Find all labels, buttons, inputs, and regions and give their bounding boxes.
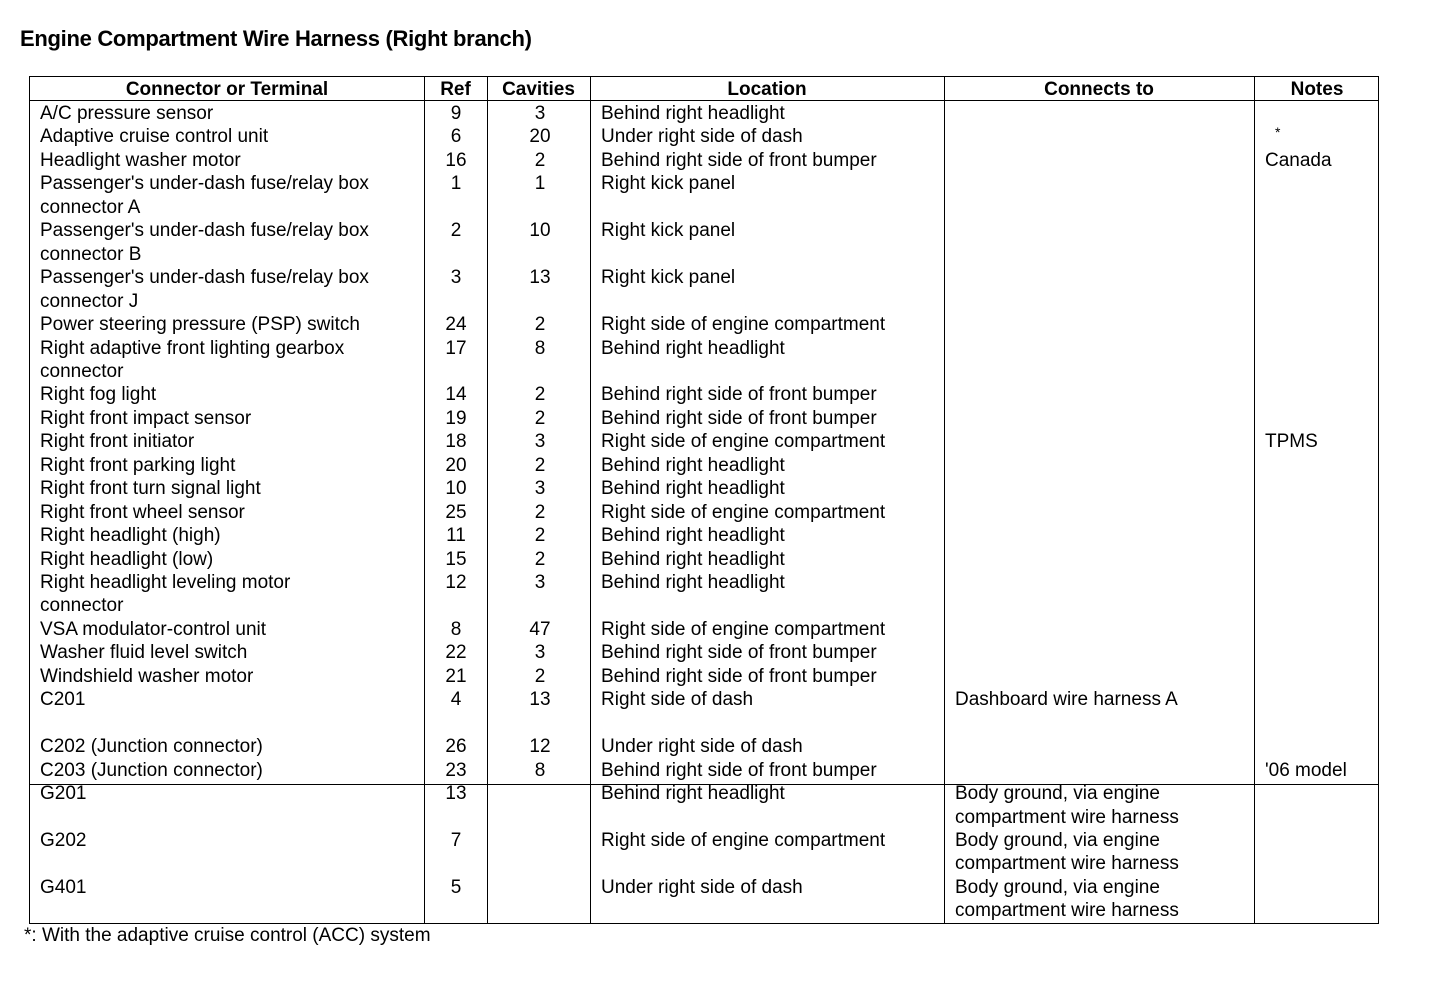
cell-ref: 16: [445, 149, 467, 171]
table-row: [30, 665, 1380, 688]
cell-cavities: 2: [534, 407, 546, 429]
cell-cavities: 10: [529, 220, 551, 242]
cell-cavities: 2: [534, 384, 546, 406]
cell-ref: 17: [445, 337, 467, 359]
header-location: Location: [727, 79, 807, 100]
cell-cavities: 3: [534, 572, 546, 593]
header-connector: Connector or Terminal: [125, 79, 329, 100]
cell-connects-to: compartment wire harness: [955, 900, 1179, 922]
cell-cavities: 2: [534, 454, 546, 476]
cell-connector: Adaptive cruise control unit: [40, 126, 269, 148]
cell-location: Behind right side of front bumper: [601, 407, 877, 429]
cell-ref: 5: [450, 876, 462, 898]
cell-ref: 9: [450, 103, 462, 124]
cell-connector: Right front impact sensor: [40, 407, 252, 429]
table-row: [30, 219, 1380, 242]
header-cavities: Cavities: [502, 79, 575, 100]
cell-connector: connector: [40, 595, 124, 617]
cell-cavities: 20: [529, 126, 551, 148]
cell-connector: Passenger's under-dash fuse/relay box: [40, 173, 369, 195]
cell-connector: C203 (Junction connector): [40, 759, 263, 781]
cell-location: Right side of engine compartment: [601, 829, 886, 851]
table-row: [30, 454, 1380, 477]
cell-connector: Right fog light: [40, 384, 157, 406]
cell-connector: connector J: [40, 290, 139, 312]
cell-location: Behind right headlight: [601, 337, 785, 359]
cell-location: Behind right headlight: [601, 103, 785, 124]
cell-connects-to: compartment wire harness: [955, 853, 1179, 875]
cell-cavities: 13: [529, 689, 551, 711]
table-row: [30, 571, 1380, 594]
cell-location: Behind right side of front bumper: [601, 665, 877, 687]
cell-notes: TPMS: [1265, 431, 1318, 453]
table-row: [30, 876, 1380, 899]
cell-notes: '06 model: [1265, 759, 1347, 781]
cell-ref: 12: [445, 572, 467, 593]
cell-connects-to: Body ground, via engine: [955, 783, 1160, 805]
cell-cavities: 13: [529, 267, 551, 289]
table-row: [30, 313, 1380, 336]
cell-connector: VSA modulator-control unit: [40, 618, 267, 640]
table-row: [30, 501, 1380, 524]
cell-connector: Right front wheel sensor: [40, 501, 245, 523]
table-row: [30, 852, 1380, 875]
table-row: [30, 102, 1380, 125]
cell-cavities: 3: [534, 642, 546, 664]
cell-cavities: 3: [534, 103, 546, 124]
table-row: [30, 688, 1380, 711]
cell-connector: connector A: [40, 196, 141, 218]
cell-connector: Right front parking light: [40, 454, 236, 476]
table-row: [30, 806, 1380, 829]
cell-ref: 8: [450, 618, 462, 640]
cell-ref: 4: [450, 689, 462, 711]
cell-ref: 14: [445, 384, 467, 406]
cell-ref: 1: [450, 173, 462, 195]
cell-connector: Right front initiator: [40, 431, 195, 453]
cell-location: Right side of engine compartment: [601, 314, 886, 336]
cell-cavities: 1: [534, 173, 546, 195]
cell-connector: Passenger's under-dash fuse/relay box: [40, 267, 369, 289]
cell-location: Behind right headlight: [601, 478, 785, 500]
cell-ref: 3: [450, 267, 462, 289]
cell-location: Right kick panel: [601, 173, 736, 195]
cell-location: Behind right headlight: [601, 454, 785, 476]
cell-connector: C201: [40, 689, 86, 711]
cell-connector: connector: [40, 360, 124, 382]
header-ref: Ref: [440, 79, 471, 100]
cell-ref: 22: [445, 642, 467, 664]
cell-ref: 21: [445, 665, 467, 687]
table-row: [30, 641, 1380, 664]
table-row: [30, 712, 1380, 735]
cell-location: Under right side of dash: [601, 876, 803, 898]
table-row: [30, 477, 1380, 500]
cell-cavities: 47: [529, 618, 551, 640]
table-row: [30, 407, 1380, 430]
page-title: Engine Compartment Wire Harness (Right branch): [20, 26, 532, 51]
cell-ref: 20: [445, 454, 467, 476]
cell-location: Behind right side of front bumper: [601, 384, 877, 406]
cell-connector: Right headlight (low): [40, 548, 214, 570]
table-row: [30, 383, 1380, 406]
cell-ref: 18: [445, 431, 467, 453]
cell-connector: A/C pressure sensor: [40, 103, 214, 124]
cell-cavities: 2: [534, 525, 546, 547]
cell-cavities: 8: [534, 759, 546, 781]
cell-connector: Passenger's under-dash fuse/relay box: [40, 220, 369, 242]
cell-connector: Right headlight (high): [40, 525, 221, 547]
cell-cavities: 2: [534, 314, 546, 336]
cell-connector: Washer fluid level switch: [40, 642, 248, 664]
cell-ref: 13: [445, 783, 467, 805]
cell-connects-to: Body ground, via engine: [955, 876, 1160, 898]
table-row: [30, 548, 1380, 571]
header-connects-to: Connects to: [1044, 79, 1154, 100]
cell-connector: Headlight washer motor: [40, 149, 241, 171]
harness-table: [29, 76, 1379, 924]
cell-cavities: 3: [534, 431, 546, 453]
table-row: [30, 125, 1380, 148]
cell-cavities: 3: [534, 478, 546, 500]
table-row: [30, 243, 1380, 266]
table-row: [30, 899, 1380, 922]
cell-connects-to: compartment wire harness: [955, 806, 1179, 828]
cell-ref: 24: [445, 314, 467, 336]
cell-connector: G401: [40, 876, 87, 898]
cell-connector: G202: [40, 829, 87, 851]
cell-ref: 11: [446, 525, 466, 547]
cell-ref: 7: [450, 829, 462, 851]
cell-ref: 19: [445, 407, 467, 429]
cell-location: Right side of engine compartment: [601, 501, 886, 523]
cell-connector: Windshield washer motor: [40, 665, 254, 687]
table-row: [30, 337, 1380, 360]
cell-location: Under right side of dash: [601, 736, 803, 758]
cell-connector: Right headlight leveling motor: [40, 572, 291, 593]
cell-location: Right kick panel: [601, 267, 736, 289]
cell-connector: C202 (Junction connector): [40, 736, 263, 758]
table-row: [30, 172, 1380, 195]
cell-location: Behind right headlight: [601, 572, 785, 593]
cell-location: Behind right side of front bumper: [601, 642, 877, 664]
table-row: [30, 430, 1380, 453]
cell-location: Right side of engine compartment: [601, 618, 886, 640]
cell-connector: Right front turn signal light: [40, 478, 261, 500]
cell-ref: 26: [445, 736, 467, 758]
cell-ref: 25: [445, 501, 467, 523]
cell-cavities: 2: [534, 548, 546, 570]
cell-location: Right kick panel: [601, 220, 736, 242]
header-notes: Notes: [1290, 79, 1344, 100]
cell-location: Behind right headlight: [601, 525, 785, 547]
cell-connects-to: Body ground, via engine: [955, 829, 1160, 851]
cell-ref: 2: [450, 220, 462, 242]
cell-location: Behind right headlight: [601, 783, 785, 805]
table-row: [30, 266, 1380, 289]
cell-location: Right side of dash: [601, 689, 754, 711]
table-row: [30, 735, 1380, 758]
cell-cavities: 2: [534, 501, 546, 523]
cell-notes: *: [1275, 124, 1281, 141]
cell-connector: Power steering pressure (PSP) switch: [40, 314, 360, 336]
table-row: [30, 618, 1380, 641]
footnote: *: With the adaptive cruise control (ACC) system: [24, 925, 431, 946]
table-row: [30, 149, 1380, 172]
table-row: [30, 782, 1380, 805]
cell-ref: 23: [445, 759, 467, 781]
cell-connector: G201: [40, 783, 87, 805]
cell-cavities: 2: [534, 149, 546, 171]
table-row: [30, 290, 1380, 313]
cell-cavities: 2: [534, 665, 546, 687]
cell-location: Behind right headlight: [601, 548, 785, 570]
cell-cavities: 12: [529, 736, 551, 758]
table-row: [30, 360, 1380, 383]
cell-location: Behind right side of front bumper: [601, 759, 877, 781]
cell-ref: 10: [445, 478, 467, 500]
cell-connector: connector B: [40, 243, 142, 265]
cell-location: Behind right side of front bumper: [601, 149, 877, 171]
table-row: [30, 829, 1380, 852]
table-row: [30, 759, 1380, 782]
cell-connects-to: Dashboard wire harness A: [955, 689, 1178, 711]
cell-location: Right side of engine compartment: [601, 431, 886, 453]
table-row: [30, 196, 1380, 219]
table-row: [30, 524, 1380, 547]
cell-connector: Right adaptive front lighting gearbox: [40, 337, 345, 359]
table-row: [30, 594, 1380, 617]
cell-location: Under right side of dash: [601, 126, 803, 148]
cell-ref: 15: [445, 548, 467, 570]
cell-cavities: 8: [534, 337, 546, 359]
cell-ref: 6: [450, 126, 462, 148]
cell-notes: Canada: [1265, 149, 1332, 171]
